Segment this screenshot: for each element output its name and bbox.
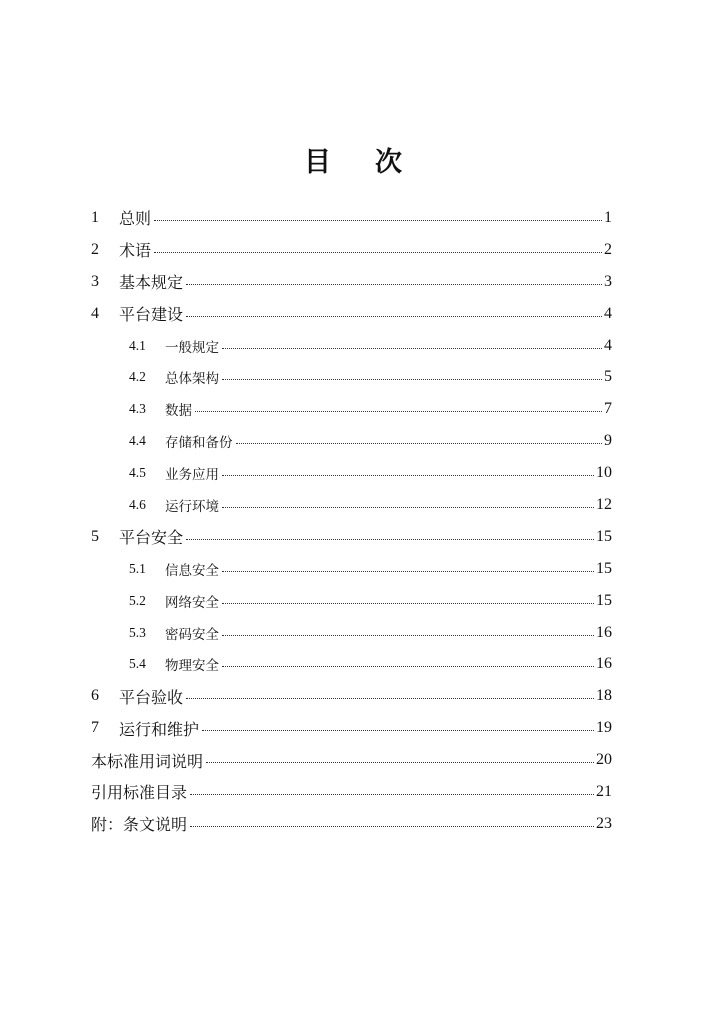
toc-entry[interactable]: [91, 425, 612, 457]
dot-leader: [186, 697, 594, 699]
dot-leader: [222, 634, 594, 636]
toc-entry-number: 2: [91, 240, 99, 258]
toc-entry-title: 网络安全: [165, 594, 219, 611]
dot-leader: [222, 602, 594, 604]
dot-leader: [154, 251, 602, 253]
toc-entry-number: 5.1: [129, 560, 146, 576]
dot-leader: [222, 570, 594, 572]
toc-entry-number: 5.2: [129, 592, 146, 608]
toc-entry-number: 6: [91, 687, 99, 705]
toc-entry-page-number: 9: [604, 432, 612, 450]
toc-entry-page-number: 12: [596, 495, 612, 513]
toc-entry[interactable]: [91, 712, 612, 744]
toc-entry-title: 平台安全: [119, 528, 184, 548]
title-char: 目: [304, 147, 331, 178]
toc-entry-number: 5.3: [129, 624, 146, 640]
table-of-contents: [91, 202, 612, 840]
toc-entry-page-number: 16: [596, 623, 612, 641]
toc-entry-page-number: 5: [604, 368, 612, 386]
toc-entry[interactable]: [91, 585, 612, 617]
toc-entry-number: 4.1: [129, 337, 146, 353]
toc-entry-page-number: 3: [604, 272, 612, 290]
toc-entry-title: 运行和维护: [119, 719, 200, 739]
dot-leader: [222, 347, 602, 349]
toc-entry-page-number: 2: [604, 240, 612, 258]
dot-leader: [222, 474, 594, 476]
toc-entry-number: 1: [91, 208, 99, 226]
toc-entry-page-number: 7: [604, 400, 612, 418]
toc-entry-page-number: 15: [596, 559, 612, 577]
toc-entry[interactable]: [91, 361, 612, 393]
toc-entry-number: 4.2: [129, 369, 146, 385]
dot-leader: [202, 729, 594, 731]
toc-entry-number: 4.4: [129, 433, 146, 449]
dot-leader: [154, 219, 602, 221]
toc-entry-title: 平台建设: [119, 305, 184, 325]
toc-entry-title: 存储和备份: [165, 435, 233, 452]
toc-entry[interactable]: [91, 617, 612, 649]
toc-entry[interactable]: [91, 680, 612, 712]
dot-leader: [186, 283, 602, 285]
toc-entry[interactable]: [91, 808, 612, 840]
title-char: 次: [375, 147, 402, 178]
toc-entry-page-number: 19: [596, 719, 612, 737]
toc-entry[interactable]: [91, 776, 612, 808]
toc-entry[interactable]: [91, 266, 612, 298]
toc-entry-title: 总体架构: [165, 371, 219, 388]
toc-entry-page-number: 1: [604, 208, 612, 226]
toc-entry[interactable]: [91, 457, 612, 489]
toc-entry-title: 运行环境: [165, 498, 219, 515]
toc-entry-page-number: 20: [596, 751, 612, 769]
toc-entry-page-number: 10: [596, 464, 612, 482]
toc-entry-title: 总则: [119, 209, 152, 229]
toc-entry-page-number: 15: [596, 527, 612, 545]
toc-entry-title: 密码安全: [165, 626, 219, 643]
dot-leader: [222, 506, 594, 508]
toc-entry-title: 附：条文说明: [91, 815, 188, 835]
toc-entry-number: 4.5: [129, 465, 146, 481]
toc-entry-number: 4: [91, 304, 99, 322]
toc-entry-page-number: 4: [604, 304, 612, 322]
toc-entry[interactable]: [91, 393, 612, 425]
toc-entry-page-number: 4: [604, 336, 612, 354]
toc-entry-number: 5: [91, 527, 99, 545]
toc-entry[interactable]: [91, 298, 612, 330]
toc-entry[interactable]: [91, 202, 612, 234]
toc-entry-page-number: 23: [596, 814, 612, 832]
toc-entry-number: 4.6: [129, 496, 146, 512]
toc-entry-number: 4.3: [129, 401, 146, 417]
toc-entry-title: 数据: [165, 403, 192, 420]
dot-leader: [190, 825, 594, 827]
toc-entry-page-number: 21: [596, 782, 612, 800]
dot-leader: [190, 793, 594, 795]
toc-entry-number: 7: [91, 719, 99, 737]
toc-entry-title: 本标准用词说明: [91, 751, 204, 771]
toc-entry-title: 平台验收: [119, 687, 184, 707]
toc-entry-number: 3: [91, 272, 99, 290]
toc-entry-title: 术语: [119, 241, 152, 261]
dot-leader: [206, 761, 594, 763]
toc-entry-title: 物理安全: [165, 658, 219, 675]
dot-leader: [222, 378, 602, 380]
toc-entry-title: 引用标准目录: [91, 783, 188, 803]
toc-entry-title: 基本规定: [119, 273, 184, 293]
toc-entry[interactable]: [91, 234, 612, 266]
toc-entry-title: 业务应用: [165, 467, 219, 484]
toc-entry-page-number: 18: [596, 687, 612, 705]
toc-entry-page-number: 15: [596, 591, 612, 609]
dot-leader: [195, 410, 602, 412]
toc-entry[interactable]: [91, 521, 612, 553]
toc-entry[interactable]: [91, 553, 612, 585]
toc-entry-title: 一般规定: [165, 339, 219, 356]
toc-entry-number: 5.4: [129, 656, 146, 672]
toc-entry[interactable]: [91, 489, 612, 521]
dot-leader: [236, 442, 603, 444]
dot-leader: [186, 538, 594, 540]
dot-leader: [222, 665, 594, 667]
dot-leader: [186, 315, 602, 317]
toc-entry-page-number: 16: [596, 655, 612, 673]
page-title: [0, 140, 706, 179]
toc-entry-title: 信息安全: [165, 562, 219, 579]
toc-entry[interactable]: [91, 330, 612, 362]
toc-entry[interactable]: [91, 744, 612, 776]
toc-entry[interactable]: [91, 648, 612, 680]
